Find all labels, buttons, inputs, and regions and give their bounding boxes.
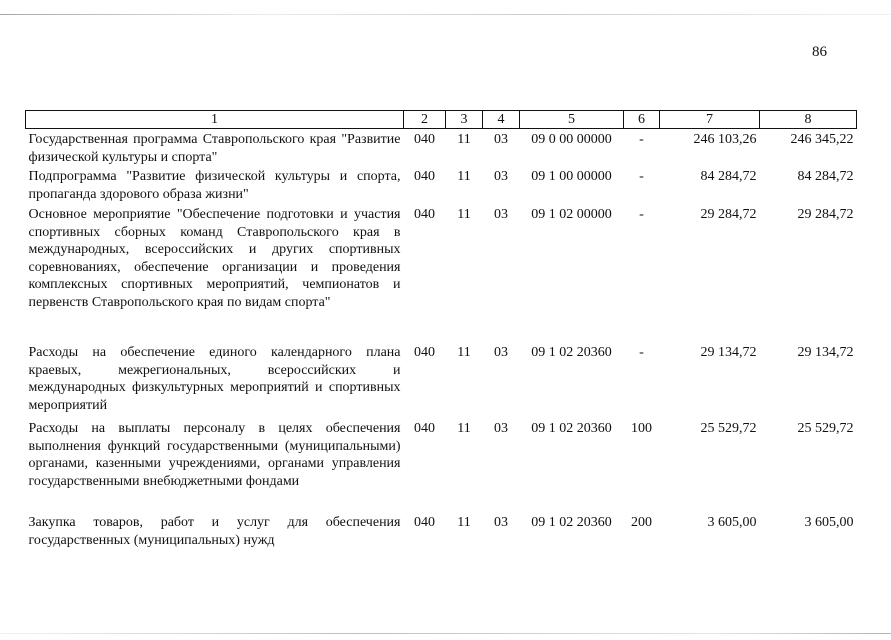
- row-subsection: 03: [494, 169, 508, 184]
- header-row: [26, 111, 857, 129]
- row-expense-type: -: [639, 132, 644, 147]
- row-section: 11: [457, 345, 471, 360]
- row-section: 11: [457, 421, 471, 436]
- row-section: 11: [457, 207, 471, 222]
- row-amount-year1: 29 134,72: [700, 345, 757, 360]
- header-col-1: 1: [26, 111, 404, 129]
- row-name: Закупка товаров, работ и услуг для обеспечения государственных (муниципальных) нужд: [28, 515, 401, 548]
- row-amount-year1: 84 284,72: [700, 169, 757, 184]
- row-ministry-code: 040: [414, 207, 435, 222]
- row-target-article: 09 0 00 00000: [531, 132, 612, 147]
- row-name: Подпрограмма "Развитие физической культуры и спорта, пропаганда здорового образа жизни": [28, 169, 401, 202]
- row-name: Расходы на выплаты персоналу в целях обеспечения выполнения функций государственными (муниципальными) органами, казенными учреждениями, органами управления государственными внебюджетными фондами: [28, 421, 401, 489]
- row-amount-year1: 25 529,72: [700, 421, 757, 436]
- page-number: 86: [812, 44, 827, 60]
- table-row: [26, 420, 857, 514]
- budget-table: [25, 110, 857, 554]
- row-subsection: 03: [494, 421, 508, 436]
- row-amount-year1: 246 103,26: [693, 132, 757, 147]
- row-expense-type: -: [639, 207, 644, 222]
- header-col-3: 3: [446, 111, 483, 129]
- row-ministry-code: 040: [414, 421, 435, 436]
- row-amount-year2: 246 345,22: [790, 132, 854, 147]
- row-target-article: 09 1 02 20360: [531, 345, 612, 360]
- table-row: [26, 167, 857, 205]
- row-target-article: 09 1 02 20360: [531, 515, 612, 530]
- row-ministry-code: 040: [414, 132, 435, 147]
- header-col-4: 4: [483, 111, 520, 129]
- header-col-5: 5: [520, 111, 624, 129]
- header-col-6: 6: [624, 111, 660, 129]
- row-name: Основное мероприятие "Обеспечение подготовки и участия спортивных сборных команд Ставропольского края в международных, всероссийских и других спортивных соревнованиях, обеспечение организации и проведения комплексных спортивных мероприятий, чемпионатов и первенств Ставропольского края по видам спорта": [28, 207, 401, 310]
- table-row: [26, 129, 857, 168]
- row-section: 11: [457, 169, 471, 184]
- row-target-article: 09 1 02 00000: [531, 207, 612, 222]
- scan-edge-bottom: [0, 633, 891, 634]
- row-ministry-code: 040: [414, 169, 435, 184]
- header-col-8: 8: [760, 111, 857, 129]
- row-subsection: 03: [494, 515, 508, 530]
- row-amount-year2: 84 284,72: [797, 169, 854, 184]
- row-name: Государственная программа Ставропольского края "Развитие физической культуры и спорта": [28, 132, 401, 165]
- row-amount-year2: 29 134,72: [797, 345, 854, 360]
- row-amount-year2: 25 529,72: [797, 421, 854, 436]
- row-target-article: 09 1 02 20360: [531, 421, 612, 436]
- header-col-2: 2: [404, 111, 446, 129]
- table-row: [26, 344, 857, 420]
- row-amount-year1: 29 284,72: [700, 207, 757, 222]
- row-target-article: 09 1 00 00000: [531, 169, 612, 184]
- row-section: 11: [457, 515, 471, 530]
- header-col-7: 7: [660, 111, 760, 129]
- row-name: Расходы на обеспечение единого календарного плана краевых, межрегиональных, всероссийских и международных физкультурных мероприятий и спортивных мероприятий: [28, 345, 401, 413]
- row-amount-year1: 3 605,00: [707, 515, 757, 530]
- row-expense-type: 100: [631, 421, 652, 436]
- row-amount-year2: 3 605,00: [804, 515, 854, 530]
- row-expense-type: -: [639, 169, 644, 184]
- row-subsection: 03: [494, 207, 508, 222]
- row-ministry-code: 040: [414, 345, 435, 360]
- row-subsection: 03: [494, 345, 508, 360]
- table-row: [26, 205, 857, 344]
- row-expense-type: -: [639, 345, 644, 360]
- table-row: [26, 514, 857, 554]
- row-subsection: 03: [494, 132, 508, 147]
- row-section: 11: [457, 132, 471, 147]
- scan-edge-top: [0, 14, 891, 15]
- row-ministry-code: 040: [414, 515, 435, 530]
- row-expense-type: 200: [631, 515, 652, 530]
- row-amount-year2: 29 284,72: [797, 207, 854, 222]
